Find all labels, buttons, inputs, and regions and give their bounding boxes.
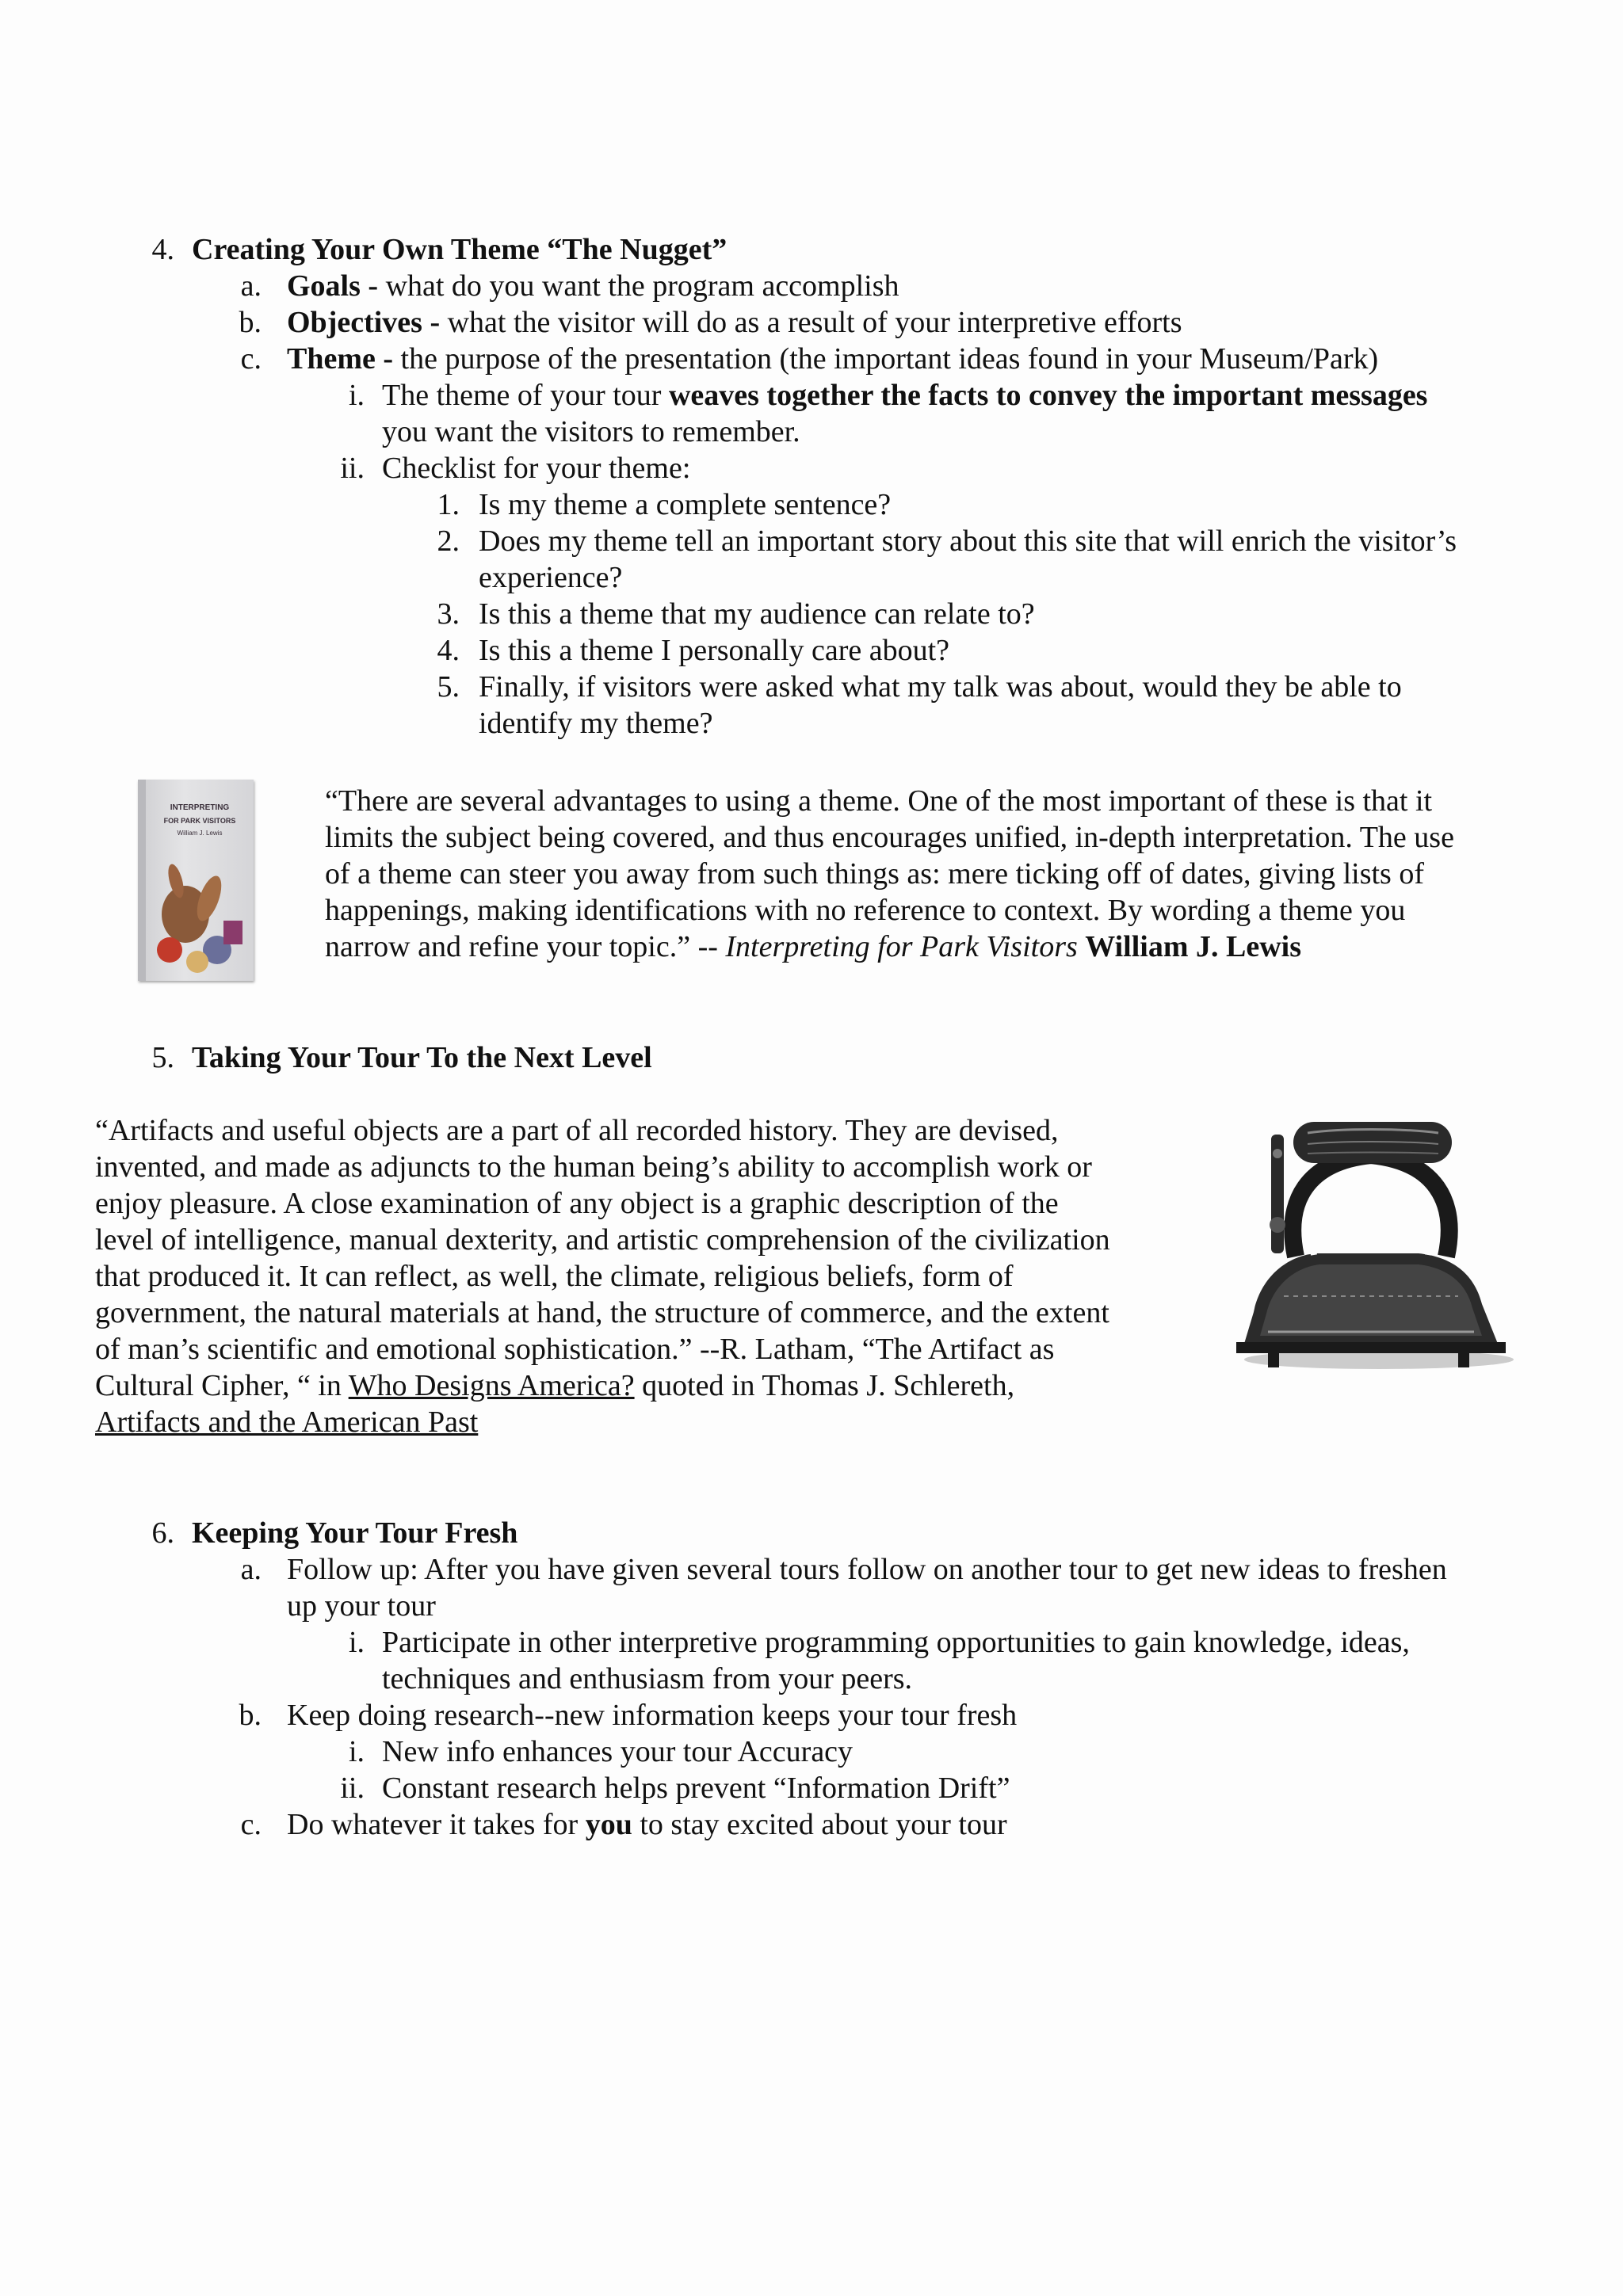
- book-author: William J. Lewis: [177, 830, 223, 837]
- s4-ci-line1: The theme of your tour weaves together the facts to convey the important messages: [382, 379, 1428, 412]
- quote2-line8: Cultural Cipher, “ in Who Designs America? quoted in Thomas J. Schlereth,: [95, 1369, 1015, 1402]
- s4-c-marker: c.: [240, 342, 262, 376]
- book-title-line1: INTERPRETING: [170, 803, 230, 812]
- s6-b-text: Keep doing research--new information keeps your tour fresh: [287, 1699, 1018, 1732]
- section-6-title: Keeping Your Tour Fresh: [192, 1516, 518, 1550]
- quote1-line2: limits the subject being covered, and thus encourages unified, in-depth interpretation. The use: [325, 821, 1454, 854]
- section-5-title: Taking Your Tour To the Next Level: [192, 1041, 652, 1074]
- section-6-number: 6.: [151, 1516, 174, 1550]
- check-4-marker: 4.: [437, 634, 460, 667]
- s6-c-text: Do whatever it takes for you to stay excited about your tour: [287, 1808, 1007, 1841]
- s6-ai-marker: i.: [348, 1626, 365, 1659]
- quote1-line1: “There are several advantages to using a theme. One of the most important of these is that it: [325, 784, 1433, 818]
- s6-ai-line2: techniques and enthusiasm from your peers.: [382, 1662, 913, 1695]
- s6-c-marker: c.: [240, 1808, 262, 1841]
- section-4-number: 4.: [151, 233, 174, 266]
- sad-iron-illustration: [1220, 1106, 1522, 1383]
- check-5-text: Finally, if visitors were asked what my talk was about, would they be able to: [479, 670, 1402, 704]
- s4-objectives-item: Objectives - what the visitor will do as a result of your interpretive efforts: [287, 306, 1182, 339]
- s4-b-marker: b.: [239, 306, 262, 339]
- s4-cii-marker: ii.: [340, 452, 365, 485]
- check-3-marker: 3.: [437, 597, 460, 631]
- section-5-number: 5.: [151, 1041, 174, 1074]
- check-2-text: Does my theme tell an important story about this site that will enrich the visitor’s: [479, 524, 1457, 558]
- quote1-line3: of a theme can steer you away from such things as: mere ticking off of dates, giving lists of: [325, 857, 1424, 891]
- quote1-line5: narrow and refine your topic.” -- Interpreting for Park Visitors William J. Lewis: [325, 930, 1301, 963]
- quote2-line2: invented, and made as adjuncts to the human being’s ability to accomplish work or: [95, 1150, 1092, 1184]
- s4-a-marker: a.: [240, 269, 262, 303]
- s6-bii-text: Constant research helps prevent “Information Drift”: [382, 1772, 1010, 1805]
- quote2-line5: that produced it. It can reflect, as well, the climate, religious beliefs, form of: [95, 1260, 1014, 1293]
- s6-a-marker: a.: [240, 1553, 262, 1586]
- s6-bi-marker: i.: [348, 1735, 365, 1768]
- quote2-line7: of man’s scientific and emotional sophistication.” --R. Latham, “The Artifact as: [95, 1333, 1055, 1366]
- quote2-line1: “Artifacts and useful objects are a part of all recorded history. They are devised,: [95, 1114, 1059, 1147]
- book-illustration: [138, 780, 254, 981]
- section-4-title: Creating Your Own Theme “The Nugget”: [192, 233, 727, 266]
- s6-a-line2: up your tour: [287, 1589, 436, 1623]
- check-2-marker: 2.: [437, 524, 460, 558]
- check-1-text: Is my theme a complete sentence?: [479, 488, 892, 521]
- quote2-line9: Artifacts and the American Past: [95, 1405, 479, 1439]
- s4-goals-item: Goals - what do you want the program accomplish: [287, 269, 899, 303]
- check-2-text-cont: experience?: [479, 561, 623, 594]
- check-5-text-cont: identify my theme?: [479, 707, 713, 740]
- s4-ci-marker: i.: [348, 379, 365, 412]
- check-3-text: Is this a theme that my audience can relate to?: [479, 597, 1035, 631]
- quote1-line4: happenings, making identifications with no reference to context. By wording a theme you: [325, 894, 1406, 927]
- book-title-line2: FOR PARK VISITORS: [163, 817, 236, 825]
- s4-checklist-heading: Checklist for your theme:: [382, 452, 691, 485]
- s6-bi-text: New info enhances your tour Accuracy: [382, 1735, 854, 1768]
- s6-a-line1: Follow up: After you have given several tours follow on another tour to get new ideas to freshen: [287, 1553, 1447, 1586]
- check-5-marker: 5.: [437, 670, 460, 704]
- quote2-line3: enjoy pleasure. A close examination of any object is a graphic description of the: [95, 1187, 1059, 1220]
- s4-theme-item: Theme - the purpose of the presentation (the important ideas found in your Museum/Park): [287, 342, 1379, 376]
- check-1-marker: 1.: [437, 488, 460, 521]
- s4-ci-line2: you want the visitors to remember.: [382, 415, 800, 448]
- check-4-text: Is this a theme I personally care about?: [479, 634, 950, 667]
- quote2-line6: government, the natural materials at hand, the structure of commerce, and the extent: [95, 1296, 1109, 1329]
- s6-bii-marker: ii.: [340, 1772, 365, 1805]
- s6-ai-line1: Participate in other interpretive programming opportunities to gain knowledge, ideas,: [382, 1626, 1410, 1659]
- s6-b-marker: b.: [239, 1699, 262, 1732]
- book-cover-image: [138, 780, 254, 981]
- quote2-line4: level of intelligence, manual dexterity, and artistic comprehension of the civilization: [95, 1223, 1110, 1257]
